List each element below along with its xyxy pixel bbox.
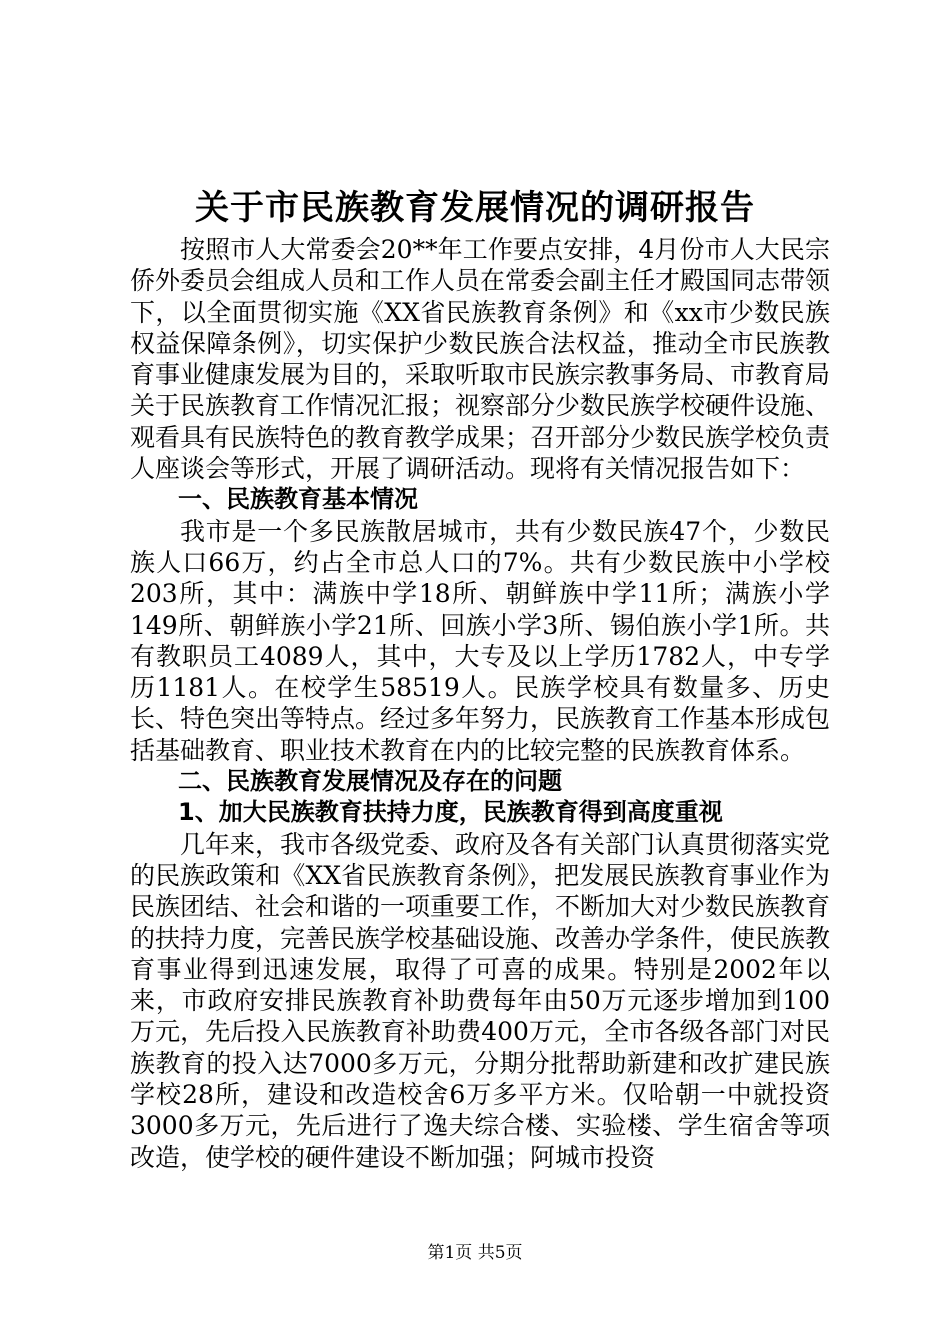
section-heading-1: 一、民族教育基本情况 (178, 485, 418, 514)
page-footer: 第1页 共5页 (427, 1243, 523, 1263)
document-title: 关于市民族教育发展情况的调研报告 (195, 188, 755, 228)
subsection-heading-1: 1、加大民族教育扶持力度，民族教育得到高度重视 (178, 798, 723, 827)
subsection-1-paragraph: 几年来，我市各级党委、政府及各有关部门认真贯彻落实党的民族政策和《XX省民族教育条例》，把发展民族教育事业作为民族团结、社会和谐的一项重要工作，不断加大对少数民族教育的扶持力度，完善民族学校基础设施、改善办学条件，使民族教育事业得到迅速发展，取得了可喜的成果。特别是2002年以来，市政府安排民族教育补助费每年由50万元逐步增加到100万元，先后投入民族教育补助费400万元，全市各级各部门对民族教育的投入达7000多万元，分期分批帮助新建和改扩建民族学校28所，建设和改造校舍6万多平方米。仅哈朝一中就投资3000多万元，先后进行了逸夫综合楼、实验楼、学生宿舍等项改造，使学校的硬件建设不断加强；阿城市投资 (130, 829, 831, 1172)
document-body (130, 234, 830, 1173)
section-1-paragraph: 我市是一个多民族散居城市，共有少数民族47个，少数民族人口66万，约占全市总人口的7%。共有少数民族中小学校203所，其中：满族中学18所、朝鲜族中学11所；满族小学149所、朝鲜族小学21所、回族小学3所、锡伯族小学1所。共有教职员工4089人，其中，大专及以上学历1782人，中专学历1181人。在校学生58519人。民族学校具有数量多、历史长、特色突出等特点。经过多年努力，民族教育工作基本形成包括基础教育、职业技术教育在内的比较完整的民族教育体系。 (130, 516, 831, 765)
section-heading-2: 二、民族教育发展情况及存在的问题 (178, 767, 562, 796)
intro-paragraph: 按照市人大常委会20**年工作要点安排，4月份市人大民宗侨外委员会组成人员和工作人员在常委会副主任才殿国同志带领下，以全面贯彻实施《XX省民族教育条例》和《xx市少数民族权益保障条例》，切实保护少数民族合法权益，推动全市民族教育事业健康发展为目的，采取听取市民族宗教事务局、市教育局关于民族教育工作情况汇报；视察部分少数民族学校硬件设施、观看具有民族特色的教育教学成果；召开部分少数民族学校负责人座谈会等形式，开展了调研活动。现将有关情况报告如下： (130, 235, 831, 484)
